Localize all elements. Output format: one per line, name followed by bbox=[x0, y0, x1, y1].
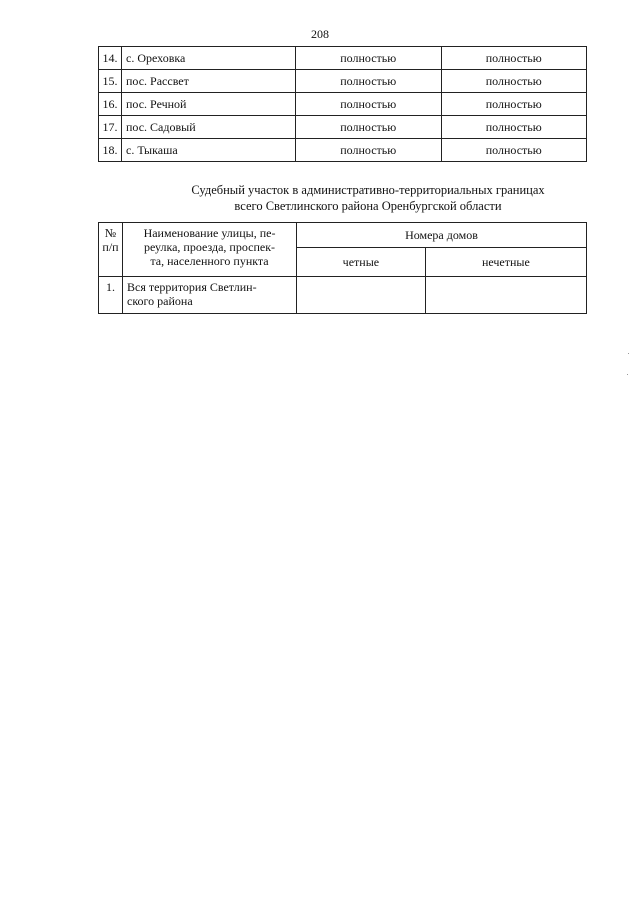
section-heading-line: Судебный участок в административно-территориальных границах bbox=[191, 183, 545, 197]
even-houses: полностью bbox=[296, 70, 442, 93]
section-heading-line: всего Светлинского района Оренбургской области bbox=[234, 199, 502, 213]
section-heading bbox=[98, 182, 638, 214]
settlement-name: пос. Садовый bbox=[122, 116, 296, 139]
settlement-name: с. Тыкаша bbox=[122, 139, 296, 162]
districts-table-continued bbox=[98, 46, 587, 162]
even-houses: полностью bbox=[296, 47, 442, 70]
header-name-line: та, населенного пункта bbox=[150, 254, 269, 268]
header-name bbox=[123, 223, 297, 277]
even-houses: полностью bbox=[296, 93, 442, 116]
header-name-line: Наименование улицы, пе- bbox=[143, 226, 276, 240]
row-number: 16. bbox=[99, 93, 122, 116]
table-row bbox=[99, 139, 587, 162]
row-number: 14. bbox=[99, 47, 122, 70]
header-number-symbol: № bbox=[104, 226, 117, 240]
table-row bbox=[99, 93, 587, 116]
odd-houses: полностью bbox=[441, 47, 587, 70]
court-district-table bbox=[98, 222, 587, 314]
scan-speck bbox=[627, 374, 628, 375]
settlement-name: пос. Речной bbox=[122, 93, 296, 116]
territory-name bbox=[123, 277, 297, 314]
odd-houses: полностью bbox=[441, 116, 587, 139]
header-house-numbers: Номера домов bbox=[297, 223, 587, 248]
odd-houses: полностью bbox=[441, 139, 587, 162]
header-odd: нечетные bbox=[425, 248, 586, 277]
header-number bbox=[99, 223, 123, 277]
territory-name-line: Вся территория Светлин- bbox=[127, 280, 257, 294]
header-number-label: п/п bbox=[102, 240, 119, 254]
odd-houses: полностью bbox=[441, 70, 587, 93]
header-even: четные bbox=[297, 248, 426, 277]
row-number: 18. bbox=[99, 139, 122, 162]
table-row bbox=[99, 47, 587, 70]
row-number: 17. bbox=[99, 116, 122, 139]
header-name-line: реулка, проезда, проспек- bbox=[143, 240, 276, 254]
page-number: 208 bbox=[311, 27, 329, 41]
odd-houses bbox=[425, 277, 586, 314]
table-row bbox=[99, 277, 587, 314]
row-number: 15. bbox=[99, 70, 122, 93]
even-houses: полностью bbox=[296, 116, 442, 139]
table-row bbox=[99, 70, 587, 93]
even-houses bbox=[297, 277, 426, 314]
table-row bbox=[99, 116, 587, 139]
row-number: 1. bbox=[99, 277, 123, 314]
even-houses: полностью bbox=[296, 139, 442, 162]
scan-speck bbox=[628, 353, 629, 354]
table-header-row bbox=[99, 223, 587, 248]
territory-name-line: ского района bbox=[127, 294, 193, 308]
odd-houses: полностью bbox=[441, 93, 587, 116]
settlement-name: пос. Рассвет bbox=[122, 70, 296, 93]
settlement-name: с. Ореховка bbox=[122, 47, 296, 70]
